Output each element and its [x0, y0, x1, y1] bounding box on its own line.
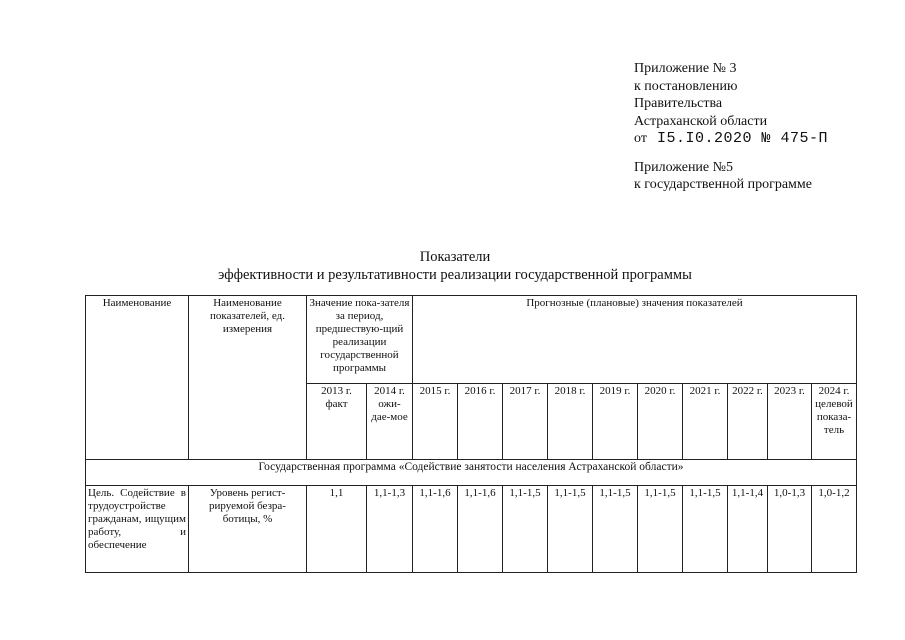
appendix-line-7: к государственной программе	[634, 177, 812, 192]
header-year-2018: 2018 г.	[548, 384, 593, 460]
header-year-2020: 2020 г.	[638, 384, 683, 460]
header-indicator: Наименование показателей, ед. измерения	[189, 296, 307, 460]
value-2021: 1,1-1,5	[683, 486, 728, 573]
date-prefix: от	[634, 131, 647, 146]
header-year-2013: 2013 г. факт	[307, 384, 367, 460]
header-year-2021: 2021 г.	[683, 384, 728, 460]
value-2014: 1,1-1,3	[367, 486, 413, 573]
header-year-2019: 2019 г.	[593, 384, 638, 460]
goal-indicator-cell: Уровень регист-рируемой безра-ботицы, %	[189, 486, 307, 573]
value-2015: 1,1-1,6	[413, 486, 458, 573]
header-prior-period: Значение пока-зателя за период, предшествую-щий реализации государственной программы	[307, 296, 413, 384]
header-year-2024: 2024 г. целевой показа-тель	[812, 384, 857, 460]
value-2013: 1,1	[307, 486, 367, 573]
value-2016: 1,1-1,6	[458, 486, 503, 573]
document-title	[150, 248, 760, 284]
header-year-2016: 2016 г.	[458, 384, 503, 460]
header-year-2023: 2023 г.	[768, 384, 812, 460]
title-line-1: Показатели	[419, 249, 491, 265]
appendix-line-1: Приложение № 3	[634, 61, 737, 76]
value-2018: 1,1-1,5	[548, 486, 593, 573]
value-2023: 1,0-1,3	[768, 486, 812, 573]
title-line-2: эффективности и результативности реализации государственной программы	[218, 267, 692, 283]
appendix-block	[634, 60, 828, 194]
appendix-line-2: к постановлению	[634, 78, 738, 94]
goal-name-cell: Цель. Содействие в трудоустройстве гражданам, ищущим работу, и обеспечение	[86, 486, 189, 573]
appendix-line-3: Правительства	[634, 96, 723, 111]
header-year-2017: 2017 г.	[503, 384, 548, 460]
appendix-line-4: Астраханской области	[634, 113, 768, 129]
header-forecast: Прогнозные (плановые) значения показателей	[413, 296, 857, 384]
header-year-2015: 2015 г.	[413, 384, 458, 460]
header-year-2014: 2014 г. ожи-дае-мое	[367, 384, 413, 460]
appendix-line-6: Приложение №5	[634, 159, 733, 175]
header-year-2022: 2022 г.	[728, 384, 768, 460]
value-2017: 1,1-1,5	[503, 486, 548, 573]
value-2019: 1,1-1,5	[593, 486, 638, 573]
value-2022: 1,1-1,4	[728, 486, 768, 573]
appendix-date-line	[634, 130, 828, 148]
value-2024: 1,0-1,2	[812, 486, 857, 573]
table-row	[86, 486, 857, 573]
date-number-stamp: I5.I0.2020 № 475-П	[656, 130, 828, 147]
indicators-table	[85, 295, 857, 573]
value-2020: 1,1-1,5	[638, 486, 683, 573]
header-name: Наименование	[86, 296, 189, 460]
program-row: Государственная программа «Содействие занятости населения Астраханской области»	[86, 460, 857, 486]
